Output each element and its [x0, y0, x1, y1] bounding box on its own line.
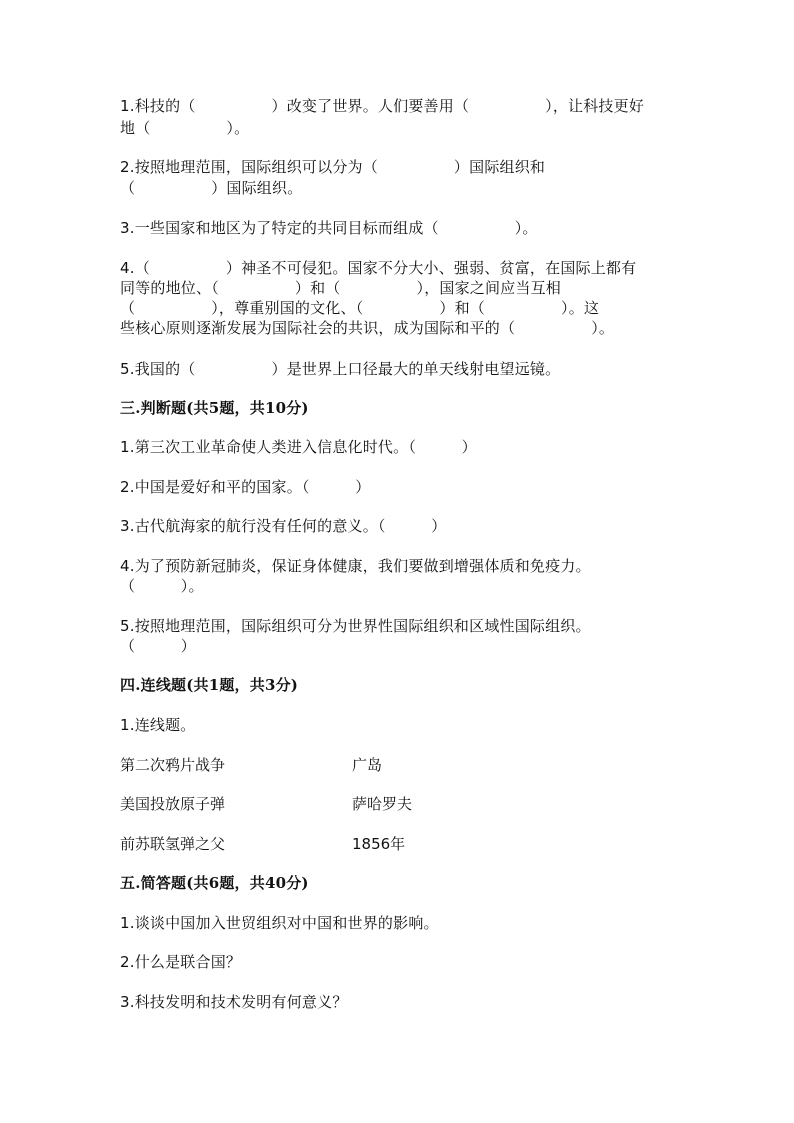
short-answer-heading: 五.简答题(共6题，共40分) [120, 874, 309, 892]
short-answer-q2: 2.什么是联合国？ [120, 953, 242, 971]
judge-q3: 3.古代航海家的航行没有任何的意义。（ ） [120, 517, 447, 535]
matching-right-item[interactable]: 萨哈罗夫 [352, 795, 413, 813]
judge-q2: 2.中国是爱好和平的国家。（ ） [120, 478, 371, 496]
judge-q1: 1.第三次工业革命使人类进入信息化时代。（ ） [120, 438, 477, 456]
matching-right-item[interactable]: 1856年 [352, 835, 406, 853]
matching-left-item[interactable]: 美国投放原子弹 [120, 795, 226, 813]
short-answer-q1: 1.谈谈中国加入世贸组织对中国和世界的影响。 [120, 914, 439, 932]
matching-right-item[interactable]: 广岛 [352, 756, 383, 774]
fill-blank-q1-line1: 1.科技的（ ）改变了世界。人们要善用（ ），让科技更好 [120, 97, 645, 115]
short-answer-q3: 3.科技发明和技术发明有何意义？ [120, 993, 348, 1011]
judge-heading: 三.判断题(共5题，共10分) [120, 399, 309, 417]
fill-blank-q2-line2: （ ）国际组织。 [120, 179, 303, 197]
fill-blank-q3-line1: 3.一些国家和地区为了特定的共同目标而组成（ ）。 [120, 219, 538, 237]
judge-q5-line1: 5.按照地理范围，国际组织可分为世界性国际组织和区域性国际组织。 [120, 617, 591, 635]
judge-q4-line2: （ ）。 [120, 577, 204, 595]
matching-q1: 1.连线题。 [120, 716, 196, 734]
matching-left-item[interactable]: 第二次鸦片战争 [120, 756, 226, 774]
matching-left-item[interactable]: 前苏联氢弹之父 [120, 835, 226, 853]
fill-blank-q2-line1: 2.按照地理范围，国际组织可以分为（ ）国际组织和 [120, 158, 546, 176]
fill-blank-q1-line2: 地（ ）。 [120, 119, 250, 137]
judge-q5-line2: （ ） [120, 637, 197, 655]
fill-blank-q4-line4: 些核心原则逐渐发展为国际社会的共识，成为国际和平的（ ）。 [120, 319, 615, 337]
fill-blank-q5-line1: 5.我国的（ ）是世界上口径最大的单天线射电望远镜。 [120, 360, 561, 378]
fill-blank-q4-line2: 同等的地位、（ ）和（ ），国家之间应当互相 [120, 279, 562, 297]
fill-blank-q4-line3: （ ），尊重别国的文化、（ ）和（ ）。这 [120, 299, 600, 317]
matching-heading: 四.连线题(共1题，共3分) [120, 676, 299, 694]
judge-q4-line1: 4.为了预防新冠肺炎，保证身体健康，我们要做到增强体质和免疫力。 [120, 557, 591, 575]
fill-blank-q4-line1: 4.（ ）神圣不可侵犯。国家不分大小、强弱、贫富，在国际上都有 [120, 259, 637, 277]
